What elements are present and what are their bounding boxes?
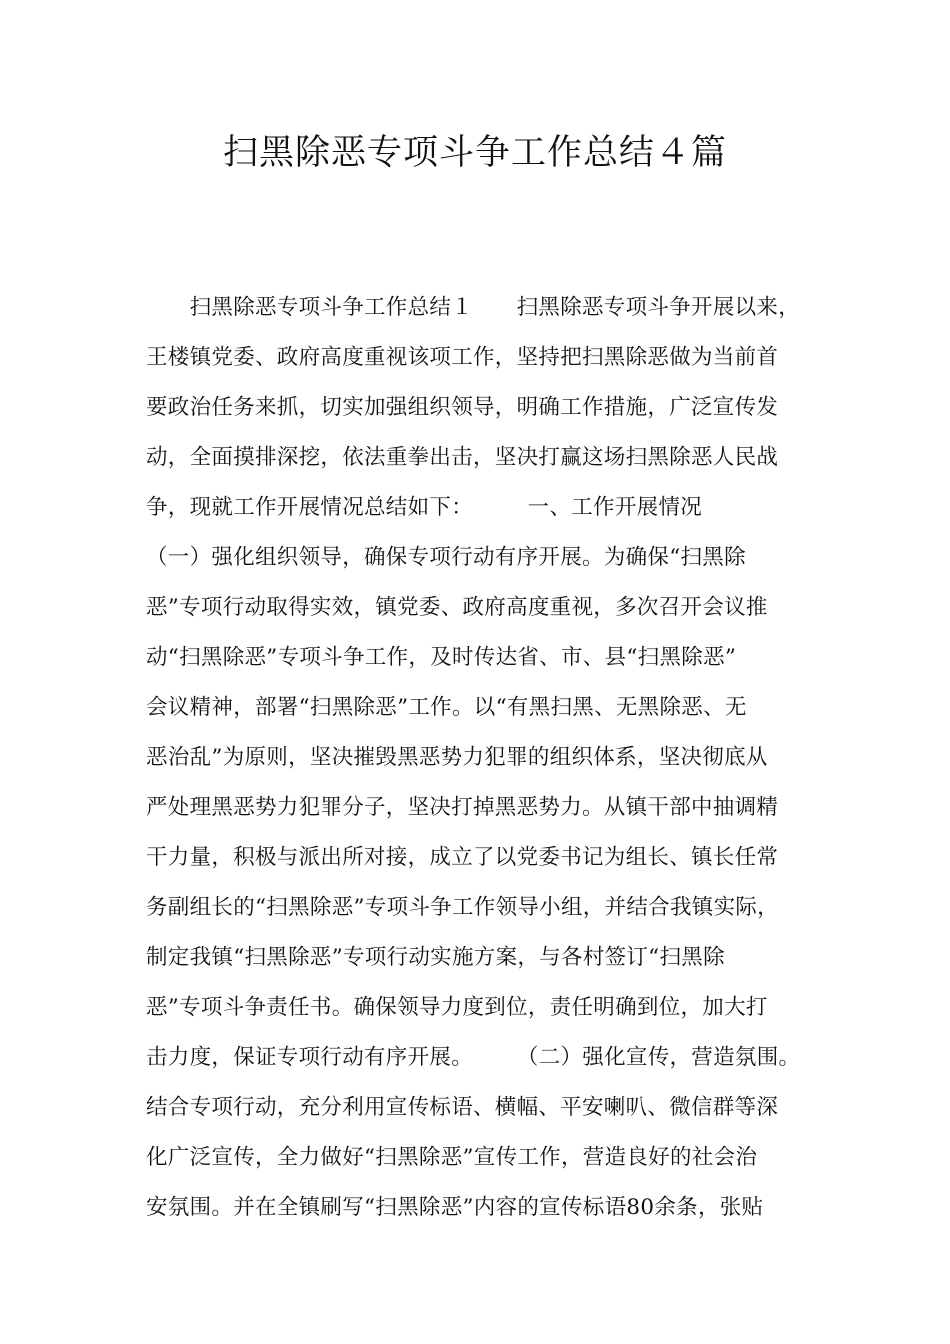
body-line: 化广泛宣传，全力做好“扫黑除恶”宣传工作，营造良好的社会治 bbox=[146, 1145, 758, 1170]
body-line: 结合专项行动，充分利用宣传标语、横幅、平安喇叭、微信群等深 bbox=[146, 1095, 779, 1120]
body-line: 安氛围。并在全镇刷写“扫黑除恶”内容的宣传标语80余条，张贴 bbox=[146, 1195, 764, 1220]
body-line: 恶”专项行动取得实效，镇党委、政府高度重视，多次召开会议推 bbox=[146, 595, 768, 620]
body-line: 扫黑除恶专项斗争工作总结１ 扫黑除恶专项斗争开展以来， bbox=[146, 295, 801, 320]
body-line: 严处理黑恶势力犯罪分子，坚决打掉黑恶势力。从镇干部中抽调精 bbox=[146, 795, 779, 820]
body-line: 击力度，保证专项行动有序开展。 （二）强化宣传，营造氛围。 bbox=[146, 1045, 801, 1070]
body-line: 制定我镇“扫黑除恶”专项行动实施方案，与各村签订“扫黑除 bbox=[146, 945, 725, 970]
body-line: 要政治任务来抓，切实加强组织领导，明确工作措施，广泛宣传发 bbox=[146, 395, 779, 420]
body-line: 恶治乱”为原则，坚决摧毁黑恶势力犯罪的组织体系，坚决彻底从 bbox=[146, 745, 768, 770]
body-line: 争，现就工作开展情况总结如下： 一、工作开展情况 bbox=[146, 495, 703, 520]
document-title: 扫黑除恶专项斗争工作总结４篇 bbox=[222, 133, 727, 173]
body-line: 王楼镇党委、政府高度重视该项工作，坚持把扫黑除恶做为当前首 bbox=[146, 345, 779, 370]
body-line: 动，全面摸排深挖，依法重拳出击，坚决打赢这场扫黑除恶人民战 bbox=[146, 445, 779, 470]
body-line: （一）强化组织领导，确保专项行动有序开展。为确保“扫黑除 bbox=[146, 545, 746, 570]
body-line: 动“扫黑除恶”专项斗争工作，及时传达省、市、县“扫黑除恶” bbox=[146, 645, 737, 670]
body-line: 恶”专项斗争责任书。确保领导力度到位，责任明确到位，加大打 bbox=[146, 995, 768, 1020]
body-line: 务副组长的“扫黑除恶”专项斗争工作领导小组，并结合我镇实际， bbox=[146, 895, 779, 920]
body-line: 会议精神，部署“扫黑除恶”工作。以“有黑扫黑、无黑除恶、无 bbox=[146, 695, 747, 720]
body-line: 干力量，积极与派出所对接，成立了以党委书记为组长、镇长任常 bbox=[146, 845, 779, 870]
document-body bbox=[146, 283, 826, 1233]
